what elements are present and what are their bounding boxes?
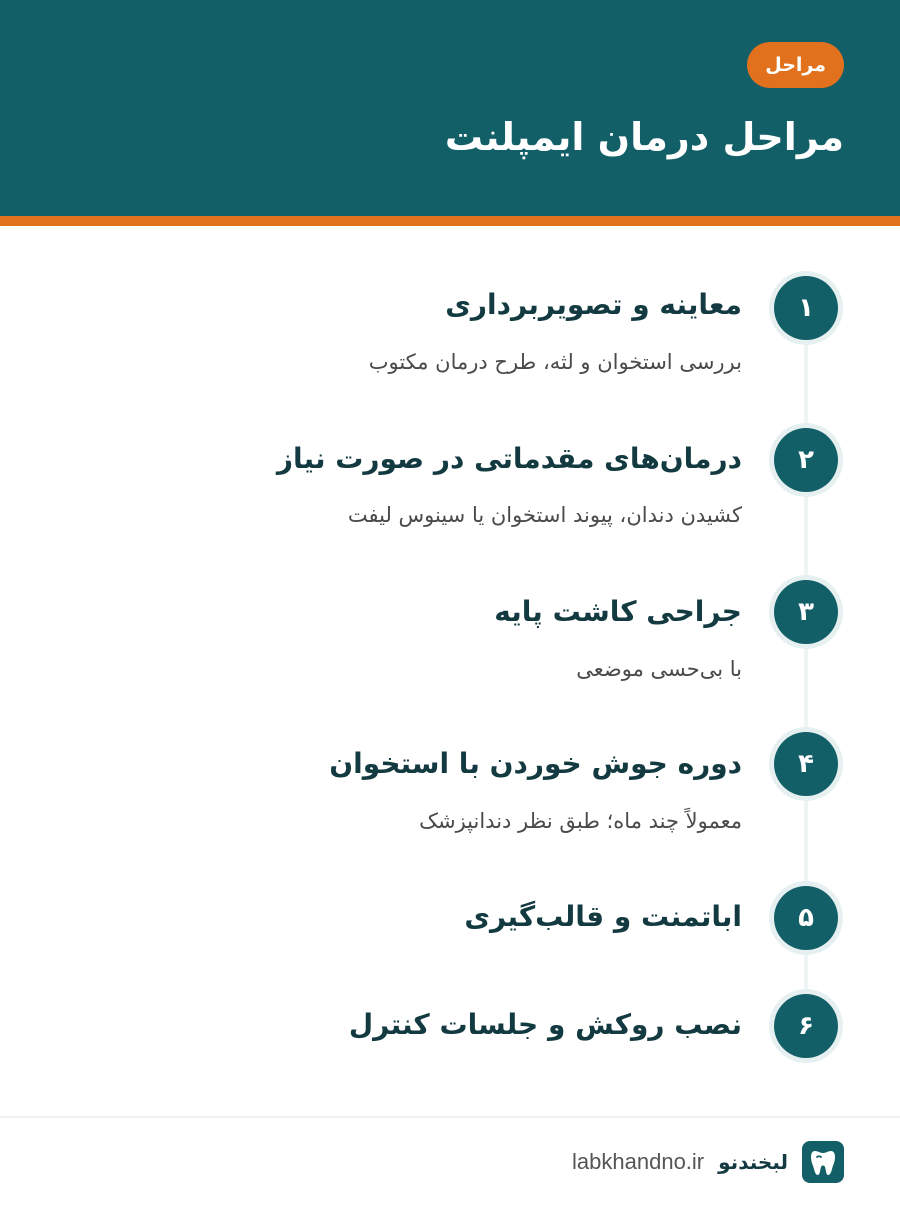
brand-name: لبخندنو [718, 1150, 788, 1174]
step-description: با بی‌حسی موضعی [576, 657, 742, 681]
step-number-badge: ۳ [774, 580, 838, 644]
section-badge: مراحل [747, 42, 844, 88]
step-number-badge: ۱ [774, 276, 838, 340]
header [0, 0, 900, 216]
step-number-badge: ۲ [774, 428, 838, 492]
step-number-badge: ۵ [774, 886, 838, 950]
step-description: کشیدن دندان، پیوند استخوان یا سینوس لیفت [347, 503, 742, 527]
footer [572, 1140, 844, 1184]
header-accent-bar [0, 216, 900, 226]
step-title: معاینه و تصویربرداری [445, 288, 742, 321]
page-title: مراحل درمان ایمپلنت [444, 115, 844, 159]
step-title: نصب روکش و جلسات کنترل [348, 1008, 742, 1041]
step-number-badge: ۶ [774, 994, 838, 1058]
step-title: جراحی کاشت پایه [494, 595, 742, 628]
tooth-icon [802, 1141, 844, 1183]
footer-divider [0, 1116, 900, 1118]
step-description: بررسی استخوان و لثه، طرح درمان مکتوب [368, 350, 742, 374]
step-title: اباتمنت و قالب‌گیری [464, 900, 742, 933]
step-title: دوره جوش خوردن با استخوان [329, 747, 742, 780]
step-title: درمان‌های مقدماتی در صورت نیاز [276, 442, 742, 475]
step-description: معمولاً چند ماه؛ طبق نظر دندانپزشک [419, 809, 742, 833]
step-number-badge: ۴ [774, 732, 838, 796]
site-url[interactable]: labkhandno.ir [572, 1149, 705, 1174]
